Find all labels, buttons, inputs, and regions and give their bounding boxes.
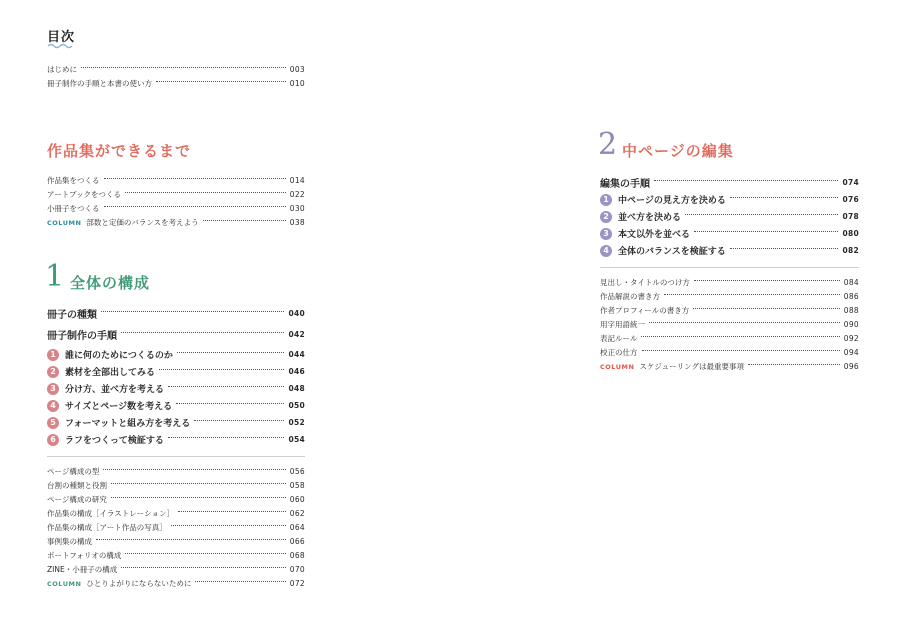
page-number: 068 [289,551,305,560]
part0-title: 作品集ができるまで [47,142,192,160]
page-number: 052 [288,418,305,427]
part2-step-item[interactable] [600,210,859,223]
page-number: 040 [288,309,305,318]
part2-item[interactable] [600,347,859,358]
part0-item[interactable] [47,189,305,200]
page-number: 046 [288,367,305,376]
entry-label: サイズとページ数を考える [65,402,173,412]
leader-dots [685,214,838,215]
leader-dots [159,369,284,370]
leader-dots [748,364,840,365]
entry-label: 冊子の種類 [47,310,97,321]
entry-label: 表記ルール [600,334,638,343]
leader-dots [121,332,284,333]
entry-label: 分け方、並べ方を考える [65,385,165,395]
column-tag: COLUMN [47,579,82,588]
entry-label: ラフをつくって検証する [65,436,164,446]
part1-item[interactable] [47,550,305,561]
entry-label: スケジューリングは最重要事項 [639,362,744,371]
leader-dots [168,437,285,438]
part0-column-item[interactable] [47,217,305,228]
entry-label: 冊子制作の手順 [47,331,117,342]
page-number: 058 [289,481,305,490]
page-number: 060 [289,495,305,504]
part1-item[interactable] [47,564,305,575]
page-number: 094 [843,348,859,357]
part1-item[interactable] [47,480,305,491]
part1-step-item[interactable] [47,382,305,395]
entry-label: 部数と定価のバランスを考えよう [86,218,199,227]
page-number: 054 [288,435,305,444]
page-number: 014 [289,176,305,185]
entry-label: ページ構成の型 [47,467,100,476]
page-number: 066 [289,537,305,546]
part2-step-item[interactable] [600,244,859,257]
entry-label: 台割の種類と役割 [47,481,107,490]
part0-item[interactable] [47,175,305,186]
part2-title: 中ページの編集 [622,142,734,160]
part1-title: 全体の構成 [70,274,151,292]
part1-step-item[interactable] [47,433,305,446]
page-number: 042 [288,330,305,339]
step-number-badge: 6 [47,434,59,446]
entry-label: 中ページの見え方を決める [618,196,726,206]
leader-dots [203,220,286,221]
part2-step-item[interactable] [600,193,859,206]
leader-dots [195,581,285,582]
entry-label: 全体のバランスを検証する [618,247,726,257]
page-number: 003 [289,65,305,74]
entry-label: 並べ方を決める [618,213,682,223]
part1-item[interactable] [47,494,305,505]
page-number: 062 [289,509,305,518]
entry-label: ポートフォリオの構成 [47,551,122,560]
section-divider [600,267,859,268]
page-number: 030 [289,204,305,213]
leader-dots [694,231,838,232]
page-number: 022 [289,190,305,199]
part1-item[interactable] [47,466,305,477]
entry-label: 作品集の構成［アート作品の写真］ [47,523,167,532]
leader-dots [156,81,286,82]
leader-dots [649,322,840,323]
part2-item[interactable] [600,305,859,316]
leader-dots [730,248,839,249]
entry-label: アートブックをつくる [47,190,122,199]
part2-main-item[interactable] [600,175,859,190]
part2-item[interactable] [600,319,859,330]
leader-dots [104,178,286,179]
part1-item[interactable] [47,536,305,547]
column-tag: COLUMN [47,218,82,227]
toc-title: 目次 [47,30,76,45]
step-number-badge: 1 [47,349,59,361]
part2-number: 2 [598,127,618,162]
step-number-badge: 2 [47,366,59,378]
entry-label: 校正の仕方 [600,348,638,357]
leader-dots [101,311,284,312]
page-number: 092 [843,334,859,343]
leader-dots [96,539,286,540]
toc-intro-item[interactable] [47,78,305,89]
leader-dots [693,308,840,309]
entry-label: 見出し・タイトルのつけ方 [600,278,690,287]
leader-dots [171,525,286,526]
page-number: 090 [843,320,859,329]
part2-item[interactable] [600,277,859,288]
entry-label: 誰に何のためにつくるのか [65,351,173,361]
step-number-badge: 5 [47,417,59,429]
page-number: 048 [288,384,305,393]
leader-dots [125,553,285,554]
toc-intro-item[interactable] [47,64,305,75]
step-number-badge: 3 [47,383,59,395]
page-number: 056 [289,467,305,476]
page-number: 086 [843,292,859,301]
leader-dots [178,511,286,512]
entry-label: ページ構成の研究 [47,495,107,504]
page-number: 080 [842,229,859,238]
page-number: 088 [843,306,859,315]
step-number-badge: 3 [600,228,612,240]
page-number: 070 [289,565,305,574]
leader-dots [121,567,286,568]
part1-main-item[interactable] [47,327,305,342]
part1-main-item[interactable] [47,306,305,321]
entry-label: 事例集の構成 [47,537,92,546]
step-number-badge: 2 [600,211,612,223]
entry-label: 作品解説の書き方 [600,292,660,301]
part1-step-item[interactable] [47,416,305,429]
leader-dots [104,206,286,207]
part2-column-item[interactable] [600,361,859,372]
page-number: 050 [288,401,305,410]
leader-dots [81,67,286,68]
page-number: 076 [842,195,859,204]
leader-dots [664,294,840,295]
part1-item[interactable] [47,508,305,519]
entry-label: ひとりよがりにならないために [86,579,192,588]
page-number: 044 [288,350,305,359]
page-number: 084 [843,278,859,287]
entry-label: ZINE・小冊子の構成 [47,565,118,574]
leader-dots [125,192,286,193]
step-number-badge: 4 [600,245,612,257]
part1-step-item[interactable] [47,365,305,378]
page-number: 078 [842,212,859,221]
part1-step-item[interactable] [47,399,305,412]
entry-label: 作者プロフィールの書き方 [600,306,690,315]
leader-dots [176,403,284,404]
entry-label: 素材を全部出してみる [65,368,156,378]
leader-dots [111,497,286,498]
part1-step-item[interactable] [47,348,305,361]
part2-step-item[interactable] [600,227,859,240]
part1-column-item[interactable] [47,578,305,589]
leader-dots [168,386,284,387]
step-number-badge: 1 [600,194,612,206]
entry-label: 本文以外を並べる [618,230,691,240]
part2-item[interactable] [600,333,859,344]
leader-dots [641,336,839,337]
page-number: 082 [842,246,859,255]
entry-label: はじめに [47,65,77,74]
part1-item[interactable] [47,522,305,533]
page-number: 010 [289,79,305,88]
wave-divider-icon [47,43,73,49]
entry-label: フォーマットと組み方を考える [65,419,191,429]
page-number: 038 [289,218,305,227]
step-number-badge: 4 [47,400,59,412]
part1-number: 1 [45,259,65,294]
page-number: 072 [289,579,305,588]
page-number: 074 [842,178,859,187]
page-number: 064 [289,523,305,532]
leader-dots [694,280,840,281]
entry-label: 冊子制作の手順と本書の使い方 [47,79,152,88]
leader-dots [103,469,285,470]
section-divider [47,456,305,457]
part0-item[interactable] [47,203,305,214]
entry-label: 編集の手順 [600,179,650,190]
leader-dots [111,483,286,484]
column-tag: COLUMN [600,362,635,371]
part2-item[interactable] [600,291,859,302]
leader-dots [177,352,285,353]
leader-dots [654,180,838,181]
entry-label: 用字用語統一 [600,320,645,329]
page-number: 096 [843,362,859,371]
entry-label: 小冊子をつくる [47,204,100,213]
entry-label: 作品集をつくる [47,176,100,185]
leader-dots [642,350,840,351]
entry-label: 作品集の構成［イラストレーション］ [47,509,174,518]
leader-dots [730,197,839,198]
leader-dots [194,420,284,421]
